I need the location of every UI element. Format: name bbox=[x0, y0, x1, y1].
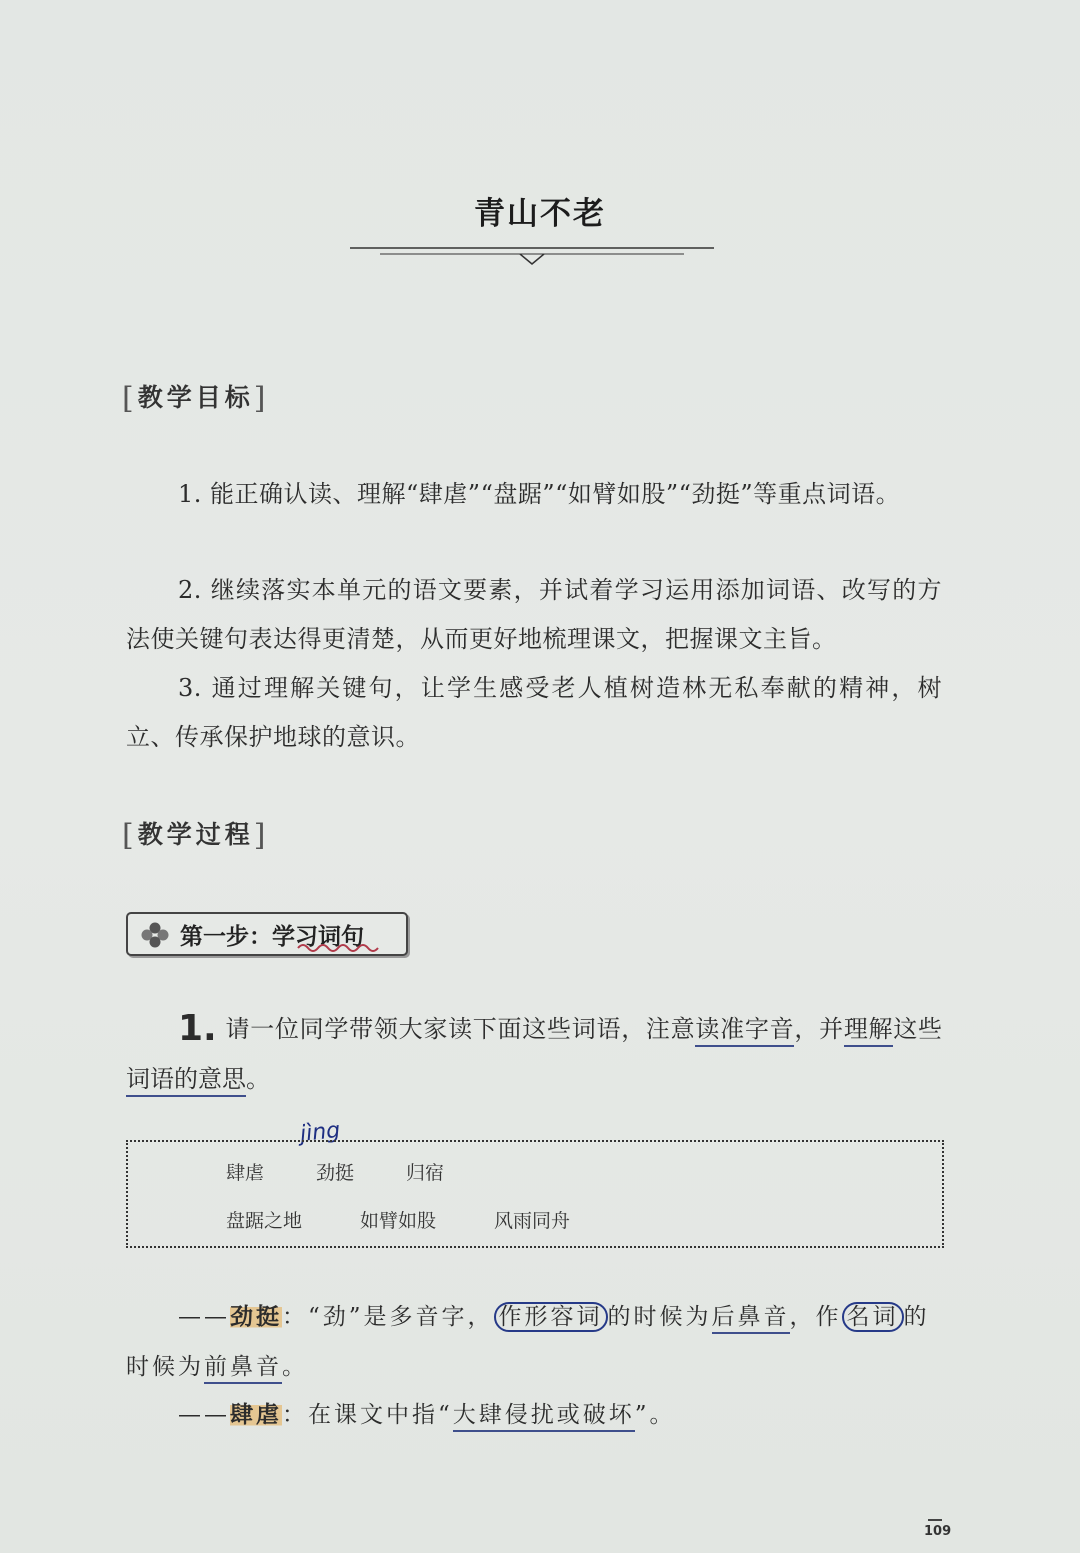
note-sinue bbox=[126, 1390, 942, 1440]
note-text: ：“劲”是多音字， bbox=[282, 1304, 494, 1330]
note-text: 。 bbox=[282, 1354, 308, 1380]
highlighted-term: 肆虐 bbox=[230, 1401, 282, 1428]
page-title: 青山不老 bbox=[474, 196, 606, 232]
clover-icon bbox=[140, 922, 170, 948]
question-text: 。 bbox=[246, 1065, 270, 1093]
handwritten-squiggle-underline bbox=[296, 940, 382, 954]
page-number: 109 bbox=[924, 1524, 952, 1539]
note-text: ”。 bbox=[634, 1402, 676, 1428]
bracket-right: ] bbox=[253, 818, 270, 853]
underlined-text: 读准字音 bbox=[695, 1015, 794, 1047]
question-text: ，并 bbox=[794, 1015, 844, 1043]
vocab-word: 如臂如股 bbox=[360, 1210, 437, 1232]
handwritten-pinyin: jìng bbox=[298, 1117, 342, 1148]
question-1 bbox=[126, 1004, 942, 1104]
underlined-text: 后鼻音 bbox=[712, 1304, 790, 1334]
goal-item-1: 1. 能正确认读、理解“肆虐”“盘踞”“如臂如股”“劲挺”等重点词语。 bbox=[178, 480, 901, 508]
vocab-word: 风雨同舟 bbox=[494, 1210, 571, 1232]
vocab-word: 劲挺 bbox=[316, 1162, 355, 1184]
note-text: 的时候为 bbox=[607, 1304, 712, 1330]
bracket-left: [ bbox=[122, 818, 138, 853]
vocab-word: 肆虐 bbox=[226, 1162, 265, 1184]
section-heading-process bbox=[122, 815, 269, 853]
question-text: 这些 bbox=[893, 1015, 943, 1043]
circled-text: 作形容词 bbox=[494, 1302, 608, 1332]
section-heading-goals-label: 教学目标 bbox=[137, 383, 254, 412]
page-number-rule bbox=[928, 1519, 942, 1521]
vocab-word: 盘踞之地 bbox=[226, 1210, 303, 1232]
goal-item-2: 2. 继续落实本单元的语文要素，并试着学习运用添加词语、改写的方法使关键句表达得更清楚，从而更好地梳理课文，把握课文主旨。 bbox=[126, 576, 942, 653]
title-divider bbox=[350, 242, 720, 268]
note-dash: —— bbox=[178, 1402, 230, 1428]
note-text: ：在课文中指“ bbox=[282, 1402, 453, 1428]
underlined-text: 大肆侵扰或破坏 bbox=[453, 1402, 635, 1432]
question-text: 请一位同学带领大家读下面这些词语，注意 bbox=[224, 1015, 696, 1043]
highlighted-term: 劲挺 bbox=[230, 1303, 282, 1330]
note-jingting bbox=[126, 1292, 942, 1392]
vocab-word: 归宿 bbox=[406, 1162, 445, 1184]
bracket-left: [ bbox=[122, 381, 138, 416]
note-text: 的时候为 bbox=[126, 1304, 930, 1380]
note-text: ，作 bbox=[789, 1304, 842, 1330]
circled-text: 名词 bbox=[842, 1302, 904, 1332]
underlined-text: 前鼻音 bbox=[204, 1354, 282, 1384]
goal-item-3: 3. 通过理解关键句，让学生感受老人植树造林无私奉献的精神，树立、传承保护地球的意识。 bbox=[126, 674, 942, 751]
bracket-right: ] bbox=[253, 381, 270, 416]
section-heading-goals bbox=[122, 378, 269, 416]
vocabulary-box bbox=[126, 1140, 944, 1248]
section-heading-process-label: 教学过程 bbox=[137, 820, 254, 849]
question-number: 1. bbox=[178, 1008, 217, 1049]
note-dash: —— bbox=[178, 1304, 230, 1330]
step-label: 第一步：学习词句 bbox=[180, 924, 364, 950]
underlined-text: 理解 bbox=[844, 1015, 893, 1047]
underlined-text: 词语的意思 bbox=[126, 1065, 246, 1097]
